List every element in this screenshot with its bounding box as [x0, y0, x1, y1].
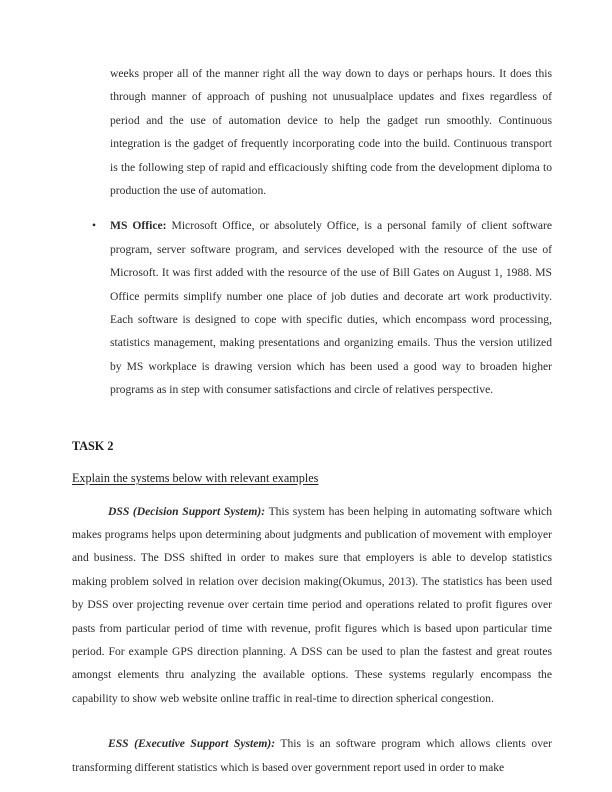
list-item-paragraph	[110, 214, 552, 401]
list-item-text: Microsoft Office, or absolutely Office, is a personal family of client software program, server software program, and services developed with the resource of the use of Microsoft. It was first added with the resource of the use of Bill Gates on August 1, 1988. MS Office permits simplify number one place of job duties and decorate art work productivity. Each software is designed to cope with specific duties, which encompass word processing, statistics management, making presentations and organizing emails. Thus the version utilized by MS workplace is drawing version which has been used a good way to broaden higher programs as in step with consumer satisfactions and circle of relatives perspective.	[110, 219, 552, 397]
document-body	[72, 62, 552, 779]
paragraph-dss-text: This system has been helping in automating software which makes programs helps upon determining about judgments and publication of movement with employer and business. The DSS shifted in order to makes sure that employers is able to develop statistics making problem solved in relation over decision making(Okumus, 2013). The statistics has been used by DSS over projecting revenue over certain time period and operations related to profit figures over pasts from particular period of time with revenue, profit figures which is based upon particular time period. For example GPS direction planning. A DSS can be used to plan the fastest and great routes amongst elements thru analyzing the available options. These systems regularly encompass the capability to show web website online traffic in real-time to direction spherical congestion.	[72, 504, 552, 705]
paragraph-intro-continuation: weeks proper all of the manner right all the way down to days or perhaps hours. It does this through manner of approach of pushing not unusualplace updates and fixes regardless of period and the use of automation device to help the gadget run smoothly. Continuous integration is the gadget of frequently incorporating code into the build. Continuous transport is the following step of rapid and efficaciously shifting code from the development diploma to production the use of automation.	[110, 67, 552, 198]
paragraph-ess	[72, 732, 552, 779]
paragraph-ess-term: ESS (Executive Support System):	[108, 737, 276, 751]
paragraph-ess-text: This is an software program which allows clients over transforming different statistics which is based over government report used in order to make	[72, 737, 552, 774]
paragraph-dss-term: DSS (Decision Support System):	[108, 504, 266, 518]
section-subtitle	[72, 467, 552, 490]
section-subtitle-text: Explain the systems below with relevant examples	[72, 471, 319, 486]
list-item	[92, 214, 552, 401]
bullet-marker-icon: •	[92, 219, 97, 233]
paragraph-dss	[72, 500, 552, 711]
page-title: TASK 2	[72, 438, 114, 453]
list-item-term: MS Office:	[110, 219, 167, 233]
bullet-list	[72, 214, 552, 401]
